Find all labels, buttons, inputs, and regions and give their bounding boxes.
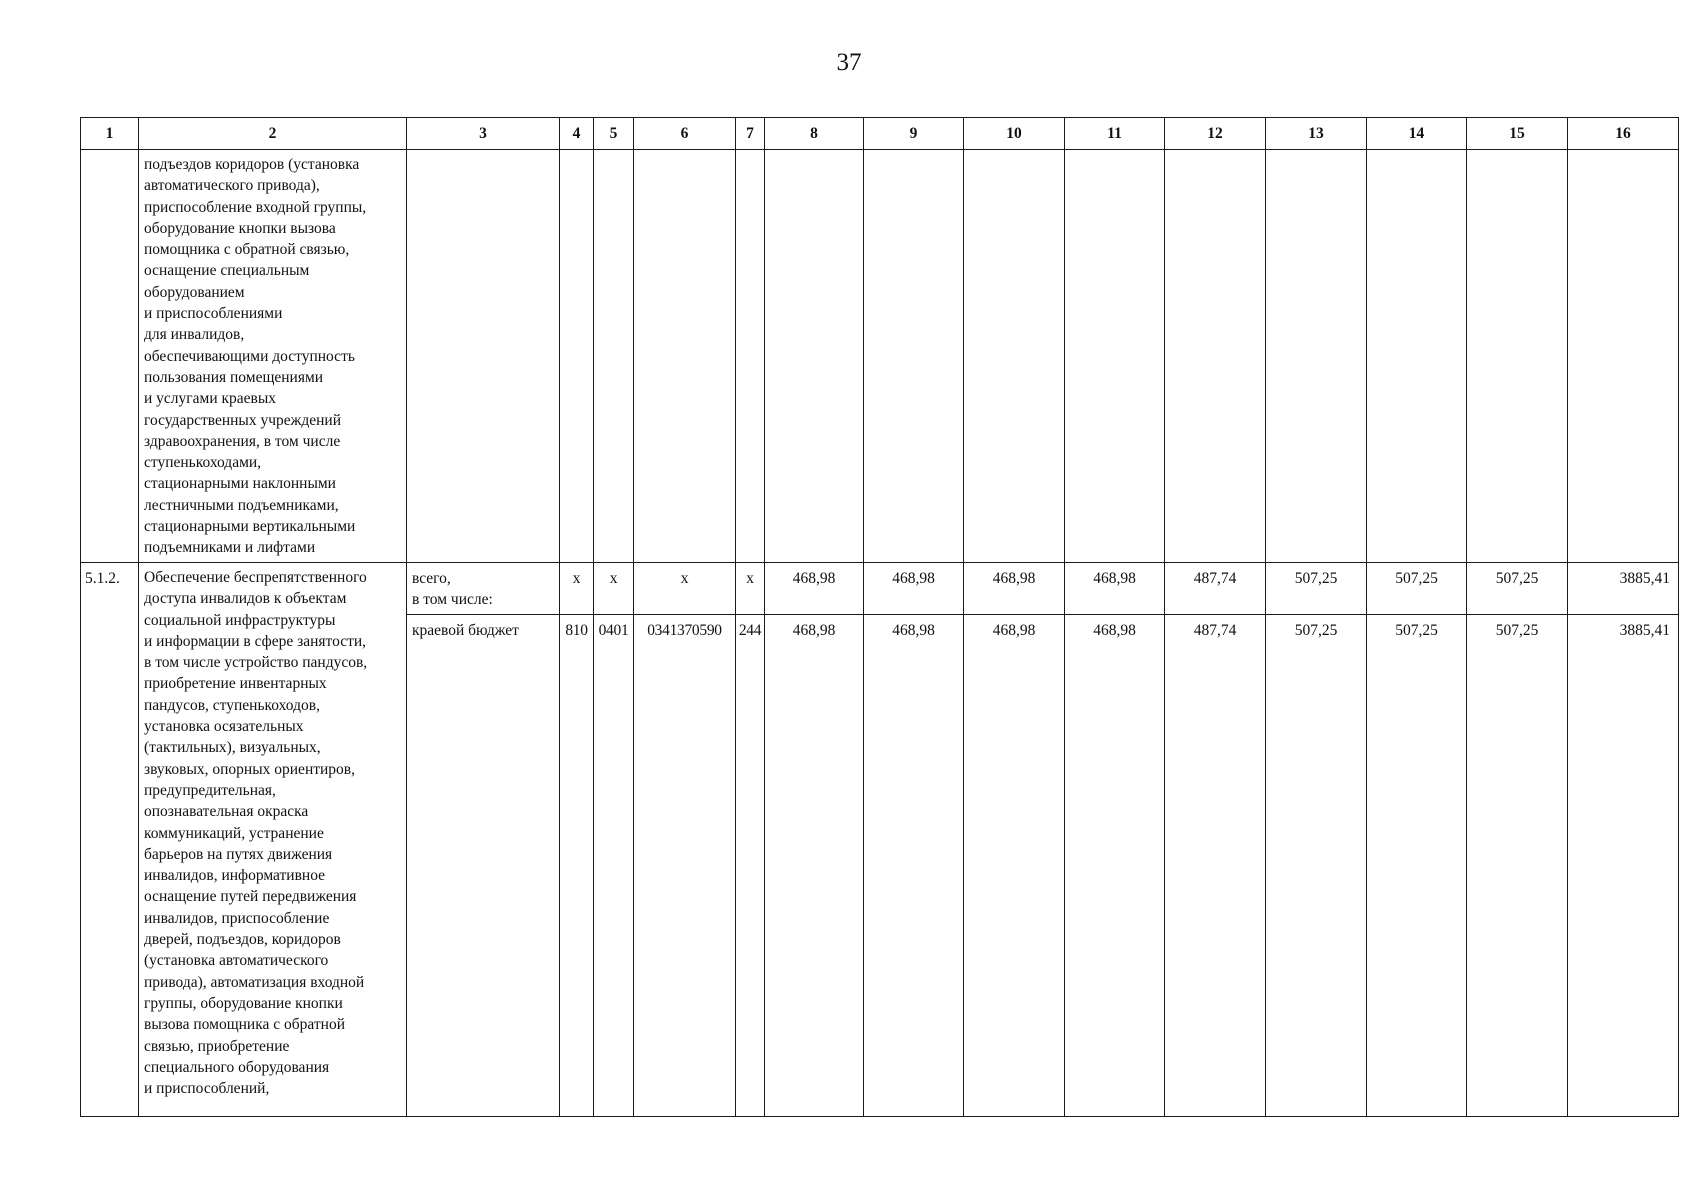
- code-cell-5: 0401: [594, 615, 634, 1117]
- code-cell-6: х: [634, 563, 736, 615]
- value-cell: 468,98: [1065, 563, 1165, 615]
- page-number: 37: [836, 49, 862, 76]
- value-cell: 507,25: [1367, 563, 1467, 615]
- empty-cell: [765, 150, 864, 563]
- header-cell: 12: [1165, 118, 1266, 150]
- continuation-row: [81, 150, 1679, 563]
- header-cell: 5: [594, 118, 634, 150]
- item-number: 5.1.2.: [81, 563, 139, 1117]
- empty-cell: [1065, 150, 1165, 563]
- value-cell: 507,25: [1266, 563, 1367, 615]
- header-cell: 14: [1367, 118, 1467, 150]
- empty-cell: [736, 150, 765, 563]
- total-value-cell: 3885,41: [1568, 615, 1679, 1117]
- value-cell: 468,98: [765, 563, 864, 615]
- header-cell: 4: [560, 118, 594, 150]
- value-cell: 507,25: [1367, 615, 1467, 1117]
- value-cell: 468,98: [964, 563, 1065, 615]
- header-row: [81, 118, 1679, 150]
- header-cell: 3: [407, 118, 560, 150]
- item-description: Обеспечение беспрепятственного доступа инвалидов к объектам социальной инфраструктуры и информации в сфере занятости, в том числе устройство пандусов, приобретение инвентарных пандусов, ступенькоходов, установка осязательных (тактильных), визуальных, звуковых, опорных ориентиров, предупредительная, опознавательная окраска коммуникаций, устранение барьеров на путях движения инвалидов, информативное оснащение путей передвижения инвалидов, приспособление дверей, подъездов, коридоров (установка автоматического привода), автоматизация входной группы, оборудование кнопки вызова помощника с обратной связью, приобретение специального оборудования и приспособлений,: [139, 563, 407, 1117]
- header-cell: 6: [634, 118, 736, 150]
- item-total-row: [81, 563, 1679, 615]
- empty-cell: [1467, 150, 1568, 563]
- value-cell: 468,98: [864, 563, 964, 615]
- header-cell: 2: [139, 118, 407, 150]
- code-cell-4: 810: [560, 615, 594, 1117]
- header-cell: 8: [765, 118, 864, 150]
- header-cell: 9: [864, 118, 964, 150]
- empty-cell: [864, 150, 964, 563]
- empty-cell: [1266, 150, 1367, 563]
- value-cell: 468,98: [964, 615, 1065, 1117]
- table-body: [81, 150, 1679, 1117]
- empty-cell: [1568, 150, 1679, 563]
- empty-cell: [1165, 150, 1266, 563]
- funding-source-budget: краевой бюджет: [407, 615, 560, 1117]
- total-value-cell: 3885,41: [1568, 563, 1679, 615]
- header-cell: 7: [736, 118, 765, 150]
- code-cell-6: 0341370590: [634, 615, 736, 1117]
- value-cell: 507,25: [1467, 615, 1568, 1117]
- header-cell: 13: [1266, 118, 1367, 150]
- header-cell: 15: [1467, 118, 1568, 150]
- code-cell-7: х: [736, 563, 765, 615]
- code-cell-5: х: [594, 563, 634, 615]
- empty-cell: [560, 150, 594, 563]
- value-cell: 468,98: [1065, 615, 1165, 1117]
- empty-cell: [634, 150, 736, 563]
- empty-cell: [1367, 150, 1467, 563]
- budget-table: [80, 117, 1679, 1117]
- code-cell-7: 244: [736, 615, 765, 1117]
- code-cell-4: х: [560, 563, 594, 615]
- continuation-description: подъездов коридоров (установка автоматического привода), приспособление входной группы, оборудование кнопки вызова помощника с обратной связью, оснащение специальным оборудованием и приспособлениями для инвалидов, обеспечивающими доступность пользования помещениями и услугами краевых государственных учреждений здравоохранения, в том числе ступенькоходами, стационарными наклонными лестничными подъемниками, стационарными вертикальными подъемниками и лифтами: [139, 150, 407, 563]
- value-cell: 507,25: [1467, 563, 1568, 615]
- header-cell: 11: [1065, 118, 1165, 150]
- table-header: [81, 118, 1679, 150]
- header-cell: 1: [81, 118, 139, 150]
- row-number-cell: [81, 150, 139, 563]
- header-cell: 16: [1568, 118, 1679, 150]
- value-cell: 468,98: [864, 615, 964, 1117]
- header-cell: 10: [964, 118, 1065, 150]
- funding-source-total: всего, в том числе:: [407, 563, 560, 615]
- value-cell: 507,25: [1266, 615, 1367, 1117]
- empty-cell: [964, 150, 1065, 563]
- value-cell: 468,98: [765, 615, 864, 1117]
- empty-cell: [407, 150, 560, 563]
- value-cell: 487,74: [1165, 563, 1266, 615]
- value-cell: 487,74: [1165, 615, 1266, 1117]
- empty-cell: [594, 150, 634, 563]
